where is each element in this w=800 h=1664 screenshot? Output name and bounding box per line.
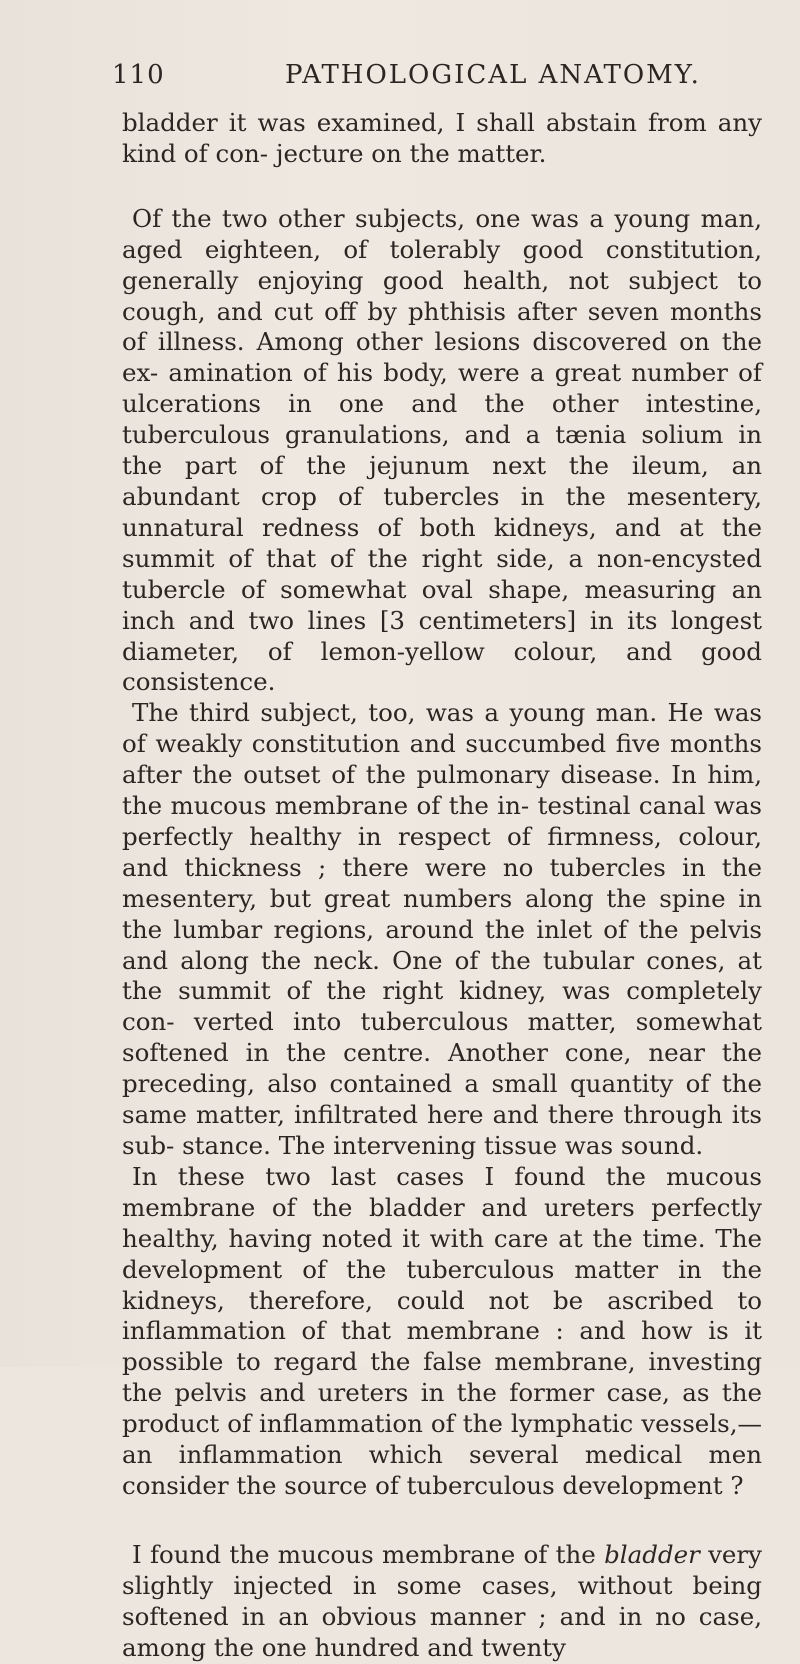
paragraph-5 [122, 1540, 762, 1664]
paragraph-5-text-before: I found the mucous membrane of the [132, 1539, 605, 1569]
paragraph-5-emphasis: bladder [604, 1539, 700, 1569]
paragraph-2: Of the two other subjects, one was a young man, aged eighteen, of tolerably good constitution, generally enjoying good health, not subject to cough, and cut off by phthisis after seven months of illness. Among other lesions discovered on the ex- amination of his body, were a great number of ulcerations in one and the other intestine, tuberculous granulations, and a tænia solium in the part of the jejunum next the ileum, an abundant crop of tubercles in the mesentery, unnatural redness of both kidneys, and at the summit of that of the right side, a non-encysted tubercle of somewhat oval shape, measuring an inch and two lines [3 centimeters] in its longest diameter, of lemon-yellow colour, and good consistence. [122, 203, 762, 697]
page-number: 110 [112, 60, 165, 90]
paragraph-4: In these two last cases I found the mucous membrane of the bladder and ureters perfectly healthy, having noted it with care at the time. The development of the tuberculous matter in the kidneys, therefore, could not be ascribed to inflammation of that membrane : and how is it possible to regard the false membrane, investing the pelvis and ureters in the former case, as the product of inflammation of the lymphatic vessels,—an inflammation which several medical men consider the source of tuberculous development ? [122, 1161, 762, 1500]
body-text [122, 108, 762, 1664]
running-head: PATHOLOGICAL ANATOMY. [285, 60, 701, 90]
page-header [112, 60, 752, 100]
paragraph-3: The third subject, too, was a young man. He was of weakly constitution and succumbed five months after the outset of the pulmonary disease. In him, the mucous membrane of the in- testinal canal was perfectly healthy in respect of firmness, colour, and thickness ; there were no tubercles in the mesentery, but great numbers along the spine in the lumbar regions, around the inlet of the pelvis and along the neck. One of the tubular cones, at the summit of the right kidney, was completely con- verted into tuberculous matter, somewhat softened in the centre. Another cone, near the preceding, also contained a small quantity of the same matter, infiltrated here and there through its sub- stance. The intervening tissue was sound. [122, 698, 762, 1160]
paragraph-5-text-after: very slightly injected in some cases, without being softened in an obvious manner ; and in no case, among the one hundred and twenty [122, 1539, 762, 1662]
paragraph-1: bladder it was examined, I shall abstain from any kind of con- jecture on the matter. [122, 108, 762, 168]
